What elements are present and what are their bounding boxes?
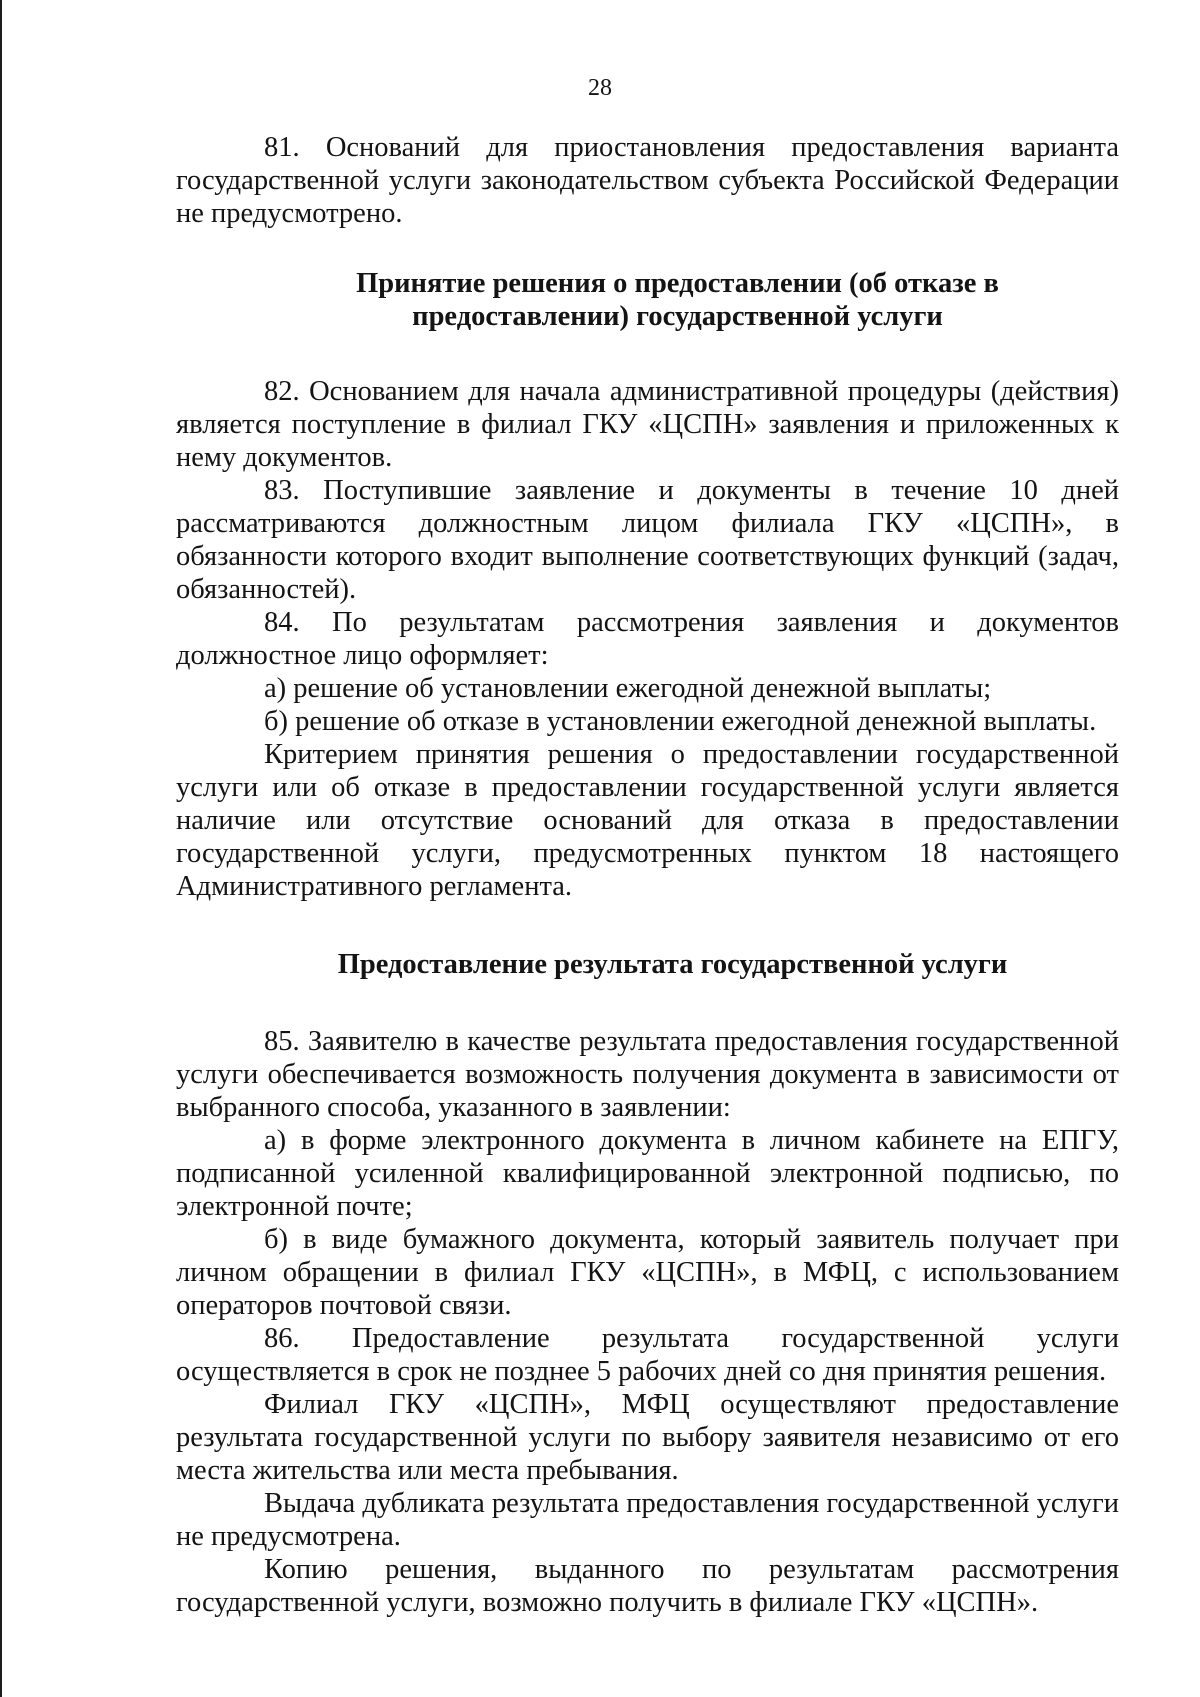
paragraph-copy: Копию решения, выданного по результатам рассмотрения государственной услуги, возможно получить в филиале ГКУ «ЦСПН». bbox=[176, 1554, 1119, 1618]
page-number: 28 bbox=[588, 75, 612, 101]
paragraph-86: 86. Предоставление результата государственной услуги осуществляется в срок не позднее 5 рабочих дней со дня принятия решения. bbox=[176, 1323, 1119, 1387]
section-heading-decision bbox=[176, 267, 1119, 333]
paragraph-82: 82. Основанием для начала административной процедуры (действия) является поступление в филиал ГКУ «ЦСПН» заявления и приложенных к нему документов. bbox=[176, 376, 1119, 473]
paragraph-85-item-b: б) в виде бумажного документа, который заявитель получает при личном обращении в филиал ГКУ «ЦСПН», в МФЦ, с использованием операторов почтовой связи. bbox=[176, 1224, 1119, 1321]
paragraph-85-item-a: а) в форме электронного документа в личном кабинете на ЕПГУ, подписанной усиленной квалифицированной электронной подписью, по электронной почте; bbox=[176, 1125, 1119, 1222]
paragraph-84-item-a: а) решение об установлении ежегодной денежной выплаты; bbox=[264, 673, 992, 704]
paragraph-81: 81. Оснований для приостановления предоставления варианта государственной услуги законодательством субъекта Российской Федерации не предусмотрено. bbox=[176, 132, 1119, 229]
section-heading-result: Предоставление результата государственной услуги bbox=[337, 949, 1008, 980]
section-heading-decision-line1: Принятие решения о предоставлении (об отказе в bbox=[356, 268, 999, 299]
paragraph-84: 84. По результатам рассмотрения заявления и документов должностное лицо оформляет: bbox=[176, 607, 1119, 671]
paragraph-84-item-b: б) решение об отказе в установлении ежегодной денежной выплаты. bbox=[264, 706, 1097, 737]
paragraph-criterion: Критерием принятия решения о предоставлении государственной услуги или об отказе в предоставлении государственной услуги является наличие или отсутствие оснований для отказа в предоставлении государственной услуги, предусмотренных пунктом 18 настоящего Административного регламента. bbox=[176, 739, 1119, 902]
scan-edge-line bbox=[0, 0, 2, 1697]
paragraph-83: 83. Поступившие заявление и документы в течение 10 дней рассматриваются должностным лицом филиала ГКУ «ЦСПН», в обязанности которого входит выполнение соответствующих функций (задач, обязанностей). bbox=[176, 475, 1119, 605]
paragraph-branch-mfc: Филиал ГКУ «ЦСПН», МФЦ осуществляют предоставление результата государственной услуги по выбору заявителя независимо от его места жительства или места пребывания. bbox=[176, 1389, 1119, 1486]
paragraph-duplicate: Выдача дубликата результата предоставления государственной услуги не предусмотрена. bbox=[176, 1488, 1119, 1552]
document-body bbox=[176, 131, 1119, 1619]
section-heading-decision-line2: предоставлении) государственной услуги bbox=[412, 301, 943, 332]
paragraph-85: 85. Заявителю в качестве результата предоставления государственной услуги обеспечивается возможность получения документа в зависимости от выбранного способа, указанного в заявлении: bbox=[176, 1026, 1119, 1123]
